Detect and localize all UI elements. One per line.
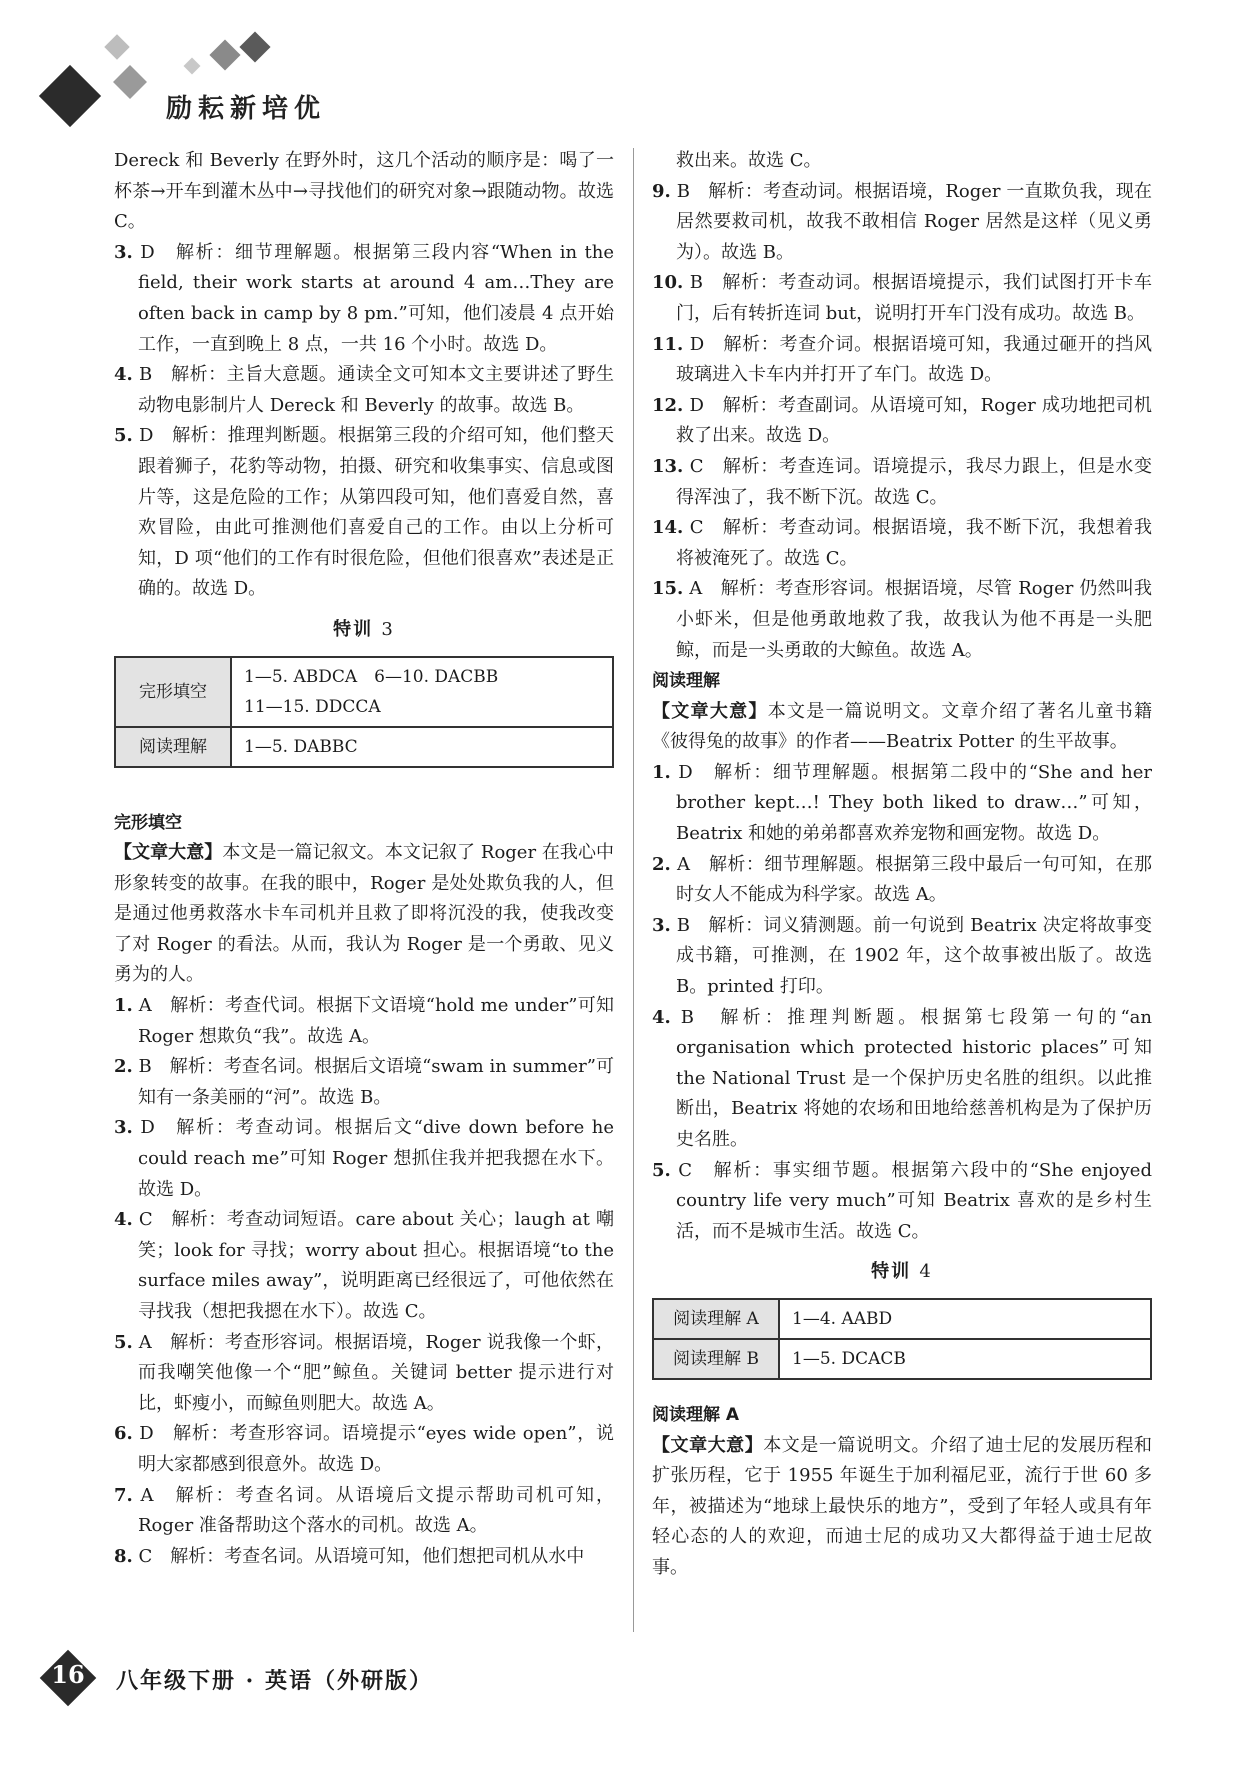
answer-item: 2. B 解析：考查名词。根据后文语境“swam in summer”可知有一条美丽的“河”。故选 B。 [114, 1056, 614, 1108]
answer-item: 5. D 解析：推理判断题。根据第三段的介绍可知，他们整天跟着狮子，花豹等动物，拍摄、研究和收集事实、信息或图片等，这是危险的工作；从第四段可知，他们喜爱自然，喜欢冒险，由此可推测他们喜爱自己的工作。由以上分析可知，D 项“他们的工作有时很危险，但他们很喜欢”表述是正确的。故选 D。 [114, 425, 614, 600]
answer-item: 1. D 解析：细节理解题。根据第二段中的“She and her brother kept…! They both liked to draw…”可知，Beatrix 和她的弟弟都喜欢养宠物和画宠物。故选 D。 [652, 761, 1152, 845]
answer-item: 2. A 解析：细节理解题。根据第三段中最后一句可知，在那时女人不能成为科学家。故选 A。 [652, 853, 1152, 906]
answer-table-train4 [652, 1298, 1152, 1380]
table-header-cell: 阅读理解 B [653, 1339, 779, 1379]
answer-item: 10. B 解析：考查动词。根据语境提示，我们试图打开卡车门，后有转折连词 but，说明打开车门没有成功。故选 B。 [652, 272, 1152, 324]
article-summary: 【文章大意】本文是一篇说明文。文章介绍了著名儿童书籍《彼得兔的故事》的作者——Beatrix Potter 的生平故事。 [652, 700, 1153, 753]
table-row [653, 1299, 1151, 1339]
section-title-train4: 特训 4 [871, 1261, 933, 1283]
page-footer [40, 1650, 640, 1710]
answer-list [652, 177, 1152, 667]
book-title: 八年级下册 · 英语（外研版） [116, 1668, 433, 1694]
article-summary: 【文章大意】本文是一篇记叙文。本文记叙了 Roger 在我心中形象转变的故事。在我的眼中，Roger 是处处欺负我的人，但是通过他勇救落水卡车司机并且救了即将沉没的我，使我改变了对 Roger 的看法。从而，我认为 Roger 是一个勇敢、见义勇为的人。 [114, 842, 614, 986]
answer-item: 14. C 解析：考查动词。根据语境，我不断下沉，我想着我将被淹死了。故选 C。 [652, 517, 1152, 569]
answer-item: 5. A 解析：考查形容词。根据语境，Roger 说我像一个虾，而我嘲笑他像一个“肥”鲸鱼。关键词 better 提示进行对比，虾瘦小，而鲸鱼则肥大。故选 A。 [114, 1331, 614, 1414]
answer-item: 11. D 解析：考查介词。根据语境可知，我通过砸开的挡风玻璃进入卡车内并打开了车门。故选 D。 [652, 333, 1152, 386]
table-row [115, 657, 613, 727]
logo-diamond [104, 34, 129, 59]
table-cell: 1—4. AABD [779, 1299, 1151, 1339]
table-row [653, 1339, 1151, 1379]
continued-text: 救出来。故选 C。 [676, 150, 822, 171]
answer-item: 3. D 解析：考查动词。根据后文“dive down before he could reach me”可知 Roger 想抓住我并把我摁在水下。故选 D。 [114, 1117, 614, 1200]
table-header-cell: 阅读理解 [115, 727, 231, 767]
answer-item: 15. A 解析：考查形容词。根据语境，尽管 Roger 仍然叫我小虾米，但是他勇敢地救了我，故我认为他不再是一头肥鲸，而是一头勇敢的大鲸鱼。故选 A。 [652, 578, 1152, 661]
answer-item: 4. B 解析：主旨大意题。通读全文可知本文主要讲述了野生动物电影制片人 Dereck 和 Beverly 的故事。故选 B。 [114, 364, 614, 416]
article-summary: 【文章大意】本文是一篇说明文。介绍了迪士尼的发展历程和扩张历程，它于 1955 年诞生于加利福尼亚，流行于世 60 多年，被描述为“地球上最快乐的地方”，受到了年轻人或具有年轻心态的人的欢迎，而迪士尼的成功又大都得益于迪士尼故事。 [652, 1434, 1153, 1578]
section-heading: 阅读理解 A [652, 1404, 740, 1425]
section-heading: 完形填空 [114, 812, 182, 833]
table-row [115, 727, 613, 767]
answer-item: 8. C 解析：考查名词。从语境可知，他们想把司机从水中 [114, 1545, 585, 1567]
answer-table-train3 [114, 656, 614, 768]
logo-diamond [113, 65, 147, 99]
answer-list [652, 758, 1152, 1248]
table-cell: 1—5. DABBC [231, 727, 613, 767]
logo-diamond [209, 39, 240, 70]
logo-diamond [239, 31, 270, 62]
page-number: 16 [51, 1660, 85, 1689]
table-header-cell: 阅读理解 A [653, 1299, 779, 1339]
section-title-train3: 特训 3 [333, 618, 395, 640]
answer-list [114, 991, 614, 1572]
table-cell: 1—5. ABDCA 6—10. DACBB 11—15. DDCCA [231, 657, 613, 727]
table-cell: 1—5. DCACB [779, 1339, 1151, 1379]
answer-item: 1. A 解析：考查代词。根据下文语境“hold me under”可知 Roger 想欺负“我”。故选 A。 [114, 995, 614, 1047]
answer-item: 3. B 解析：词义猜测题。前一句说到 Beatrix 决定将故事变成书籍，可推测，在 1902 年，这个故事被出版了。故选 B。printed 打印。 [652, 914, 1152, 998]
logo-diamond [184, 58, 201, 75]
answer-item: 5. C 解析：事实细节题。根据第六段中的“She enjoyed country life very much”可知 Beatrix 喜欢的是乡村生活，而不是城市生活。故选 C。 [652, 1159, 1152, 1242]
answer-item: 4. B 解析：推理判断题。根据第七段第一句的“an organisation which protected historic places”可知 the National Trust 是一个保护历史名胜的组织。以此推断出，Beatrix 将她的农场和田地给慈善机构是为了保护历史名胜。 [652, 1006, 1152, 1150]
section-heading: 阅读理解 [652, 671, 720, 692]
column-divider [633, 148, 634, 1632]
answer-item: 3. D 解析：细节理解题。根据第三段内容“When in the field, their work starts at around 4 am…They are often back in camp by 8 pm.”可知，他们凌晨 4 点开始工作，一直到晚上 8 点，一共 16 个小时。故选 D。 [114, 241, 614, 355]
logo-diamond-large [39, 65, 101, 127]
answer-item: 4. C 解析：考查动词短语。care about 关心；laugh at 嘲笑；look for 寻找；worry about 担心。根据语境“to the surface miles away”，说明距离已经很远了，可他依然在寻找我（想把我摁在水下）。故选 C。 [114, 1209, 614, 1322]
table-header-cell: 完形填空 [115, 657, 231, 727]
answer-item: 12. D 解析：考查副词。从语境可知，Roger 成功地把司机救了出来。故选 D。 [652, 394, 1152, 447]
right-column [652, 146, 1152, 1584]
continued-text: Dereck 和 Beverly 在野外时，这几个活动的顺序是：喝了一杯茶→开车到灌木丛中→寻找他们的研究对象→跟随动物。故选 C。 [114, 150, 614, 233]
left-column [114, 146, 614, 1572]
answer-item: 13. C 解析：考查连词。语境提示，我尽力跟上，但是水变得浑浊了，我不断下沉。故选 C。 [652, 455, 1152, 508]
answer-item: 6. D 解析：考查形容词。语境提示“eyes wide open”，说明大家都感到很意外。故选 D。 [114, 1423, 614, 1475]
answer-item: 9. B 解析：考查动词。根据语境，Roger 一直欺负我，现在居然要救司机，故我不敢相信 Roger 居然是这样（见义勇为）。故选 B。 [652, 180, 1152, 263]
answer-item: 7. A 解析：考查名词。从语境后文提示帮助司机可知，Roger 准备帮助这个落水的司机。故选 A。 [114, 1484, 614, 1537]
brand-title: 励耘新培优 [166, 94, 327, 124]
answer-list [114, 238, 614, 605]
